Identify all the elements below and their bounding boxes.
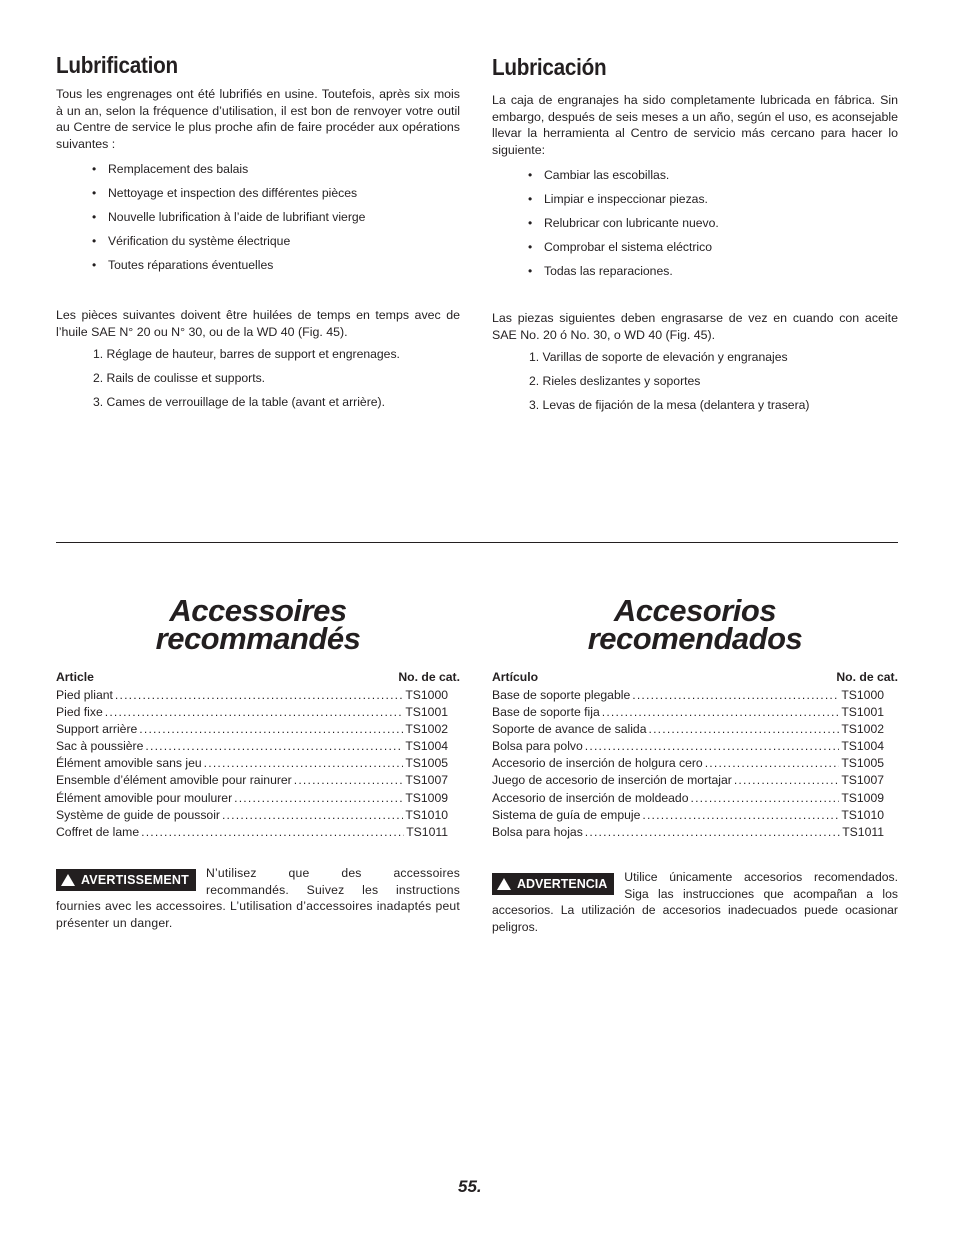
es-oil-intro: Las piezas siguientes deben engrasarse de vez en cuando con aceite SAE No. 20 ó No. 30, o WD 40 (Fig. 45). <box>492 311 898 342</box>
leader-dots <box>294 773 404 788</box>
table-row <box>492 773 884 790</box>
accessory-name: Accesorio de inserción de moldeado <box>492 790 689 805</box>
leader-dots <box>222 808 403 823</box>
catalog-number: TS1005 <box>405 756 448 771</box>
catalog-number: TS1001 <box>841 705 884 720</box>
list-item: • Nouvelle lubrification à l’aide de lubrifiant vierge <box>56 210 460 234</box>
accessory-name: Accesorio de inserción de holgura cero <box>492 756 703 771</box>
es-maintenance-list <box>492 168 898 288</box>
accessory-name: Juego de accesorio de inserción de mortajar <box>492 773 732 788</box>
catalog-number: TS1010 <box>841 807 884 822</box>
fr-lubrication-section <box>56 52 460 419</box>
list-item: • Toutes réparations éventuelles <box>56 258 460 282</box>
accessory-name: Ensemble d’élément amovible pour rainurer <box>56 773 292 788</box>
catalog-number: TS1000 <box>405 688 448 702</box>
catalog-number: TS1011 <box>842 824 884 839</box>
es-accessories-title-line1: Accesorios <box>613 593 777 628</box>
list-item: • Nettoyage et inspection des différentes pièces <box>56 186 460 210</box>
leader-dots <box>734 773 839 788</box>
accessory-name: Sistema de guía de empuje <box>492 807 641 822</box>
fr-lubrication-title: Lubrification <box>56 52 178 78</box>
accessory-name: Soporte de avance de salida <box>492 722 647 737</box>
es-accessories-title <box>492 593 898 656</box>
leader-dots <box>139 722 403 737</box>
list-item: • Remplacement des balais <box>56 162 460 186</box>
header-articulo: Artículo <box>492 670 539 684</box>
list-item: 1. Réglage de hauteur, barres de support et engrenages. <box>93 347 400 361</box>
fr-warning-badge <box>56 869 196 891</box>
leader-dots <box>234 791 403 806</box>
table-header <box>56 670 460 688</box>
accessory-name: Pied pliant <box>56 688 113 702</box>
fr-accessories-title <box>56 593 460 656</box>
warning-triangle-icon <box>497 878 511 890</box>
catalog-number: TS1002 <box>841 722 884 737</box>
leader-dots <box>632 688 839 703</box>
accessory-name: Sac à poussière <box>56 739 144 754</box>
fr-maintenance-list <box>56 162 460 282</box>
catalog-number: TS1007 <box>405 773 448 788</box>
accessory-name: Système de guide de poussoir <box>56 807 220 822</box>
accessory-name: Bolsa para polvo <box>492 739 583 754</box>
table-row <box>56 722 448 739</box>
es-accessories-table <box>492 670 898 842</box>
accessory-name: Élément amovible pour moulurer <box>56 790 233 805</box>
fr-accessories-table <box>56 670 460 842</box>
accessory-name: Support arrière <box>56 722 138 737</box>
es-warning-text: Utilice únicamente accesorios recomendados. Siga las instrucciones que acompañan a los accesorios. La utilización de accesorios inadecuados puede ocasionar peligros. <box>492 870 898 934</box>
es-warning-label: ADVERTENCIA <box>517 877 608 891</box>
table-row <box>56 808 448 825</box>
accessory-name: Bolsa para hojas <box>492 824 583 839</box>
leader-dots <box>705 756 840 771</box>
list-item: 2. Rails de coulisse et supports. <box>93 371 266 385</box>
header-article: Article <box>56 670 94 684</box>
catalog-number: TS1002 <box>405 722 448 737</box>
fr-accessories-title-line2: recommandés <box>155 621 361 656</box>
table-row <box>492 739 884 756</box>
fr-oil-intro: Les pièces suivantes doivent être huilées de temps en temps avec de l’huile SAE N° 20 ou N° 30, ou de la WD 40 (Fig. 45). <box>56 308 460 339</box>
table-row <box>56 791 448 808</box>
accessory-name: Base de soporte plegable <box>492 688 631 702</box>
catalog-number: TS1000 <box>841 688 884 702</box>
catalog-number: TS1004 <box>405 739 448 754</box>
header-cat-no: No. de cat. <box>398 670 460 684</box>
table-row <box>492 688 884 705</box>
es-warning-badge <box>492 873 614 895</box>
header-cat-no: No. de cat. <box>836 670 898 684</box>
list-item: • Vérification du système électrique <box>56 234 460 258</box>
table-row <box>492 808 884 825</box>
catalog-number: TS1007 <box>841 773 884 788</box>
fr-warning-notice <box>56 865 460 931</box>
leader-dots <box>585 825 840 840</box>
list-item: 3. Cames de verrouillage de la table (avant et arrière). <box>93 395 385 409</box>
table-row <box>492 791 884 808</box>
catalog-number: TS1001 <box>405 705 448 720</box>
list-item: • Comprobar el sistema eléctrico <box>492 240 898 264</box>
list-item: • Limpiar e inspeccionar piezas. <box>492 192 898 216</box>
table-row <box>492 825 884 842</box>
leader-dots <box>141 825 404 840</box>
accessory-name: Élément amovible sans jeu <box>56 756 202 771</box>
list-item: • Cambiar las escobillas. <box>492 168 898 192</box>
warning-triangle-icon <box>61 874 75 886</box>
es-oil-parts-list <box>492 350 898 422</box>
fr-warning-label: AVERTISSEMENT <box>81 873 189 887</box>
fr-lubrication-intro: Tous les engrenages ont été lubrifiés en usine. Toutefois, après six mois à un an, selon la fréquence d’utilisation, il est bon de renvoyer votre outil au Centre de service le plus proche afin de faire procéder aux opérations suivantes : <box>56 87 460 151</box>
table-row <box>56 825 448 842</box>
leader-dots <box>145 739 403 754</box>
es-lubrication-title: Lubricación <box>492 54 607 80</box>
table-row <box>56 756 448 773</box>
accessory-name: Coffret de lame <box>56 824 140 839</box>
catalog-number: TS1011 <box>406 824 448 839</box>
catalog-number: TS1004 <box>841 739 884 754</box>
leader-dots <box>690 791 839 806</box>
fr-warning-text: N’utilisez que des accessoires recommandés. Suivez les instructions fournies avec les accessoires. L’utilisation d’accessoires inadaptés peut présenter un danger. <box>56 866 460 930</box>
es-lubrication-section <box>492 54 898 422</box>
fr-accessories-title-line1: Accessoires <box>169 593 347 628</box>
catalog-number: TS1005 <box>841 756 884 771</box>
es-accessories-title-line2: recomendados <box>587 621 803 656</box>
list-item: • Relubricar con lubricante nuevo. <box>492 216 898 240</box>
accessory-name: Pied fixe <box>56 705 103 720</box>
list-item: 2. Rieles deslizantes y soportes <box>529 374 701 388</box>
catalog-number: TS1010 <box>405 807 448 822</box>
leader-dots <box>204 756 404 771</box>
catalog-number: TS1009 <box>841 790 884 805</box>
table-row <box>492 722 884 739</box>
table-row <box>492 756 884 773</box>
es-lubrication-intro: La caja de engranajes ha sido completamente lubricada en fábrica. Sin embargo, después de seis meses a un año, según el uso, es aconsejable llevar la herramienta al Centro de servicio más cercano para hacer lo siguiente: <box>492 93 898 157</box>
leader-dots <box>602 705 840 720</box>
list-item: 1. Varillas de soporte de elevación y engranajes <box>529 350 788 364</box>
catalog-number: TS1009 <box>405 790 448 805</box>
leader-dots <box>105 705 404 720</box>
es-warning-notice <box>492 869 898 935</box>
section-divider <box>56 542 898 543</box>
accessory-name: Base de soporte fija <box>492 705 600 720</box>
page-number: 55. <box>458 1177 482 1196</box>
list-item: 3. Levas de fijación de la mesa (delantera y trasera) <box>529 398 810 412</box>
list-item: • Todas las reparaciones. <box>492 264 898 288</box>
table-row <box>56 773 448 790</box>
table-row <box>56 688 448 705</box>
table-row <box>56 739 448 756</box>
leader-dots <box>642 808 839 823</box>
table-row <box>492 705 884 722</box>
table-row <box>56 705 448 722</box>
leader-dots <box>115 688 403 703</box>
table-header <box>492 670 898 688</box>
leader-dots <box>585 739 840 754</box>
fr-oil-parts-list <box>56 347 460 419</box>
leader-dots <box>649 722 840 737</box>
